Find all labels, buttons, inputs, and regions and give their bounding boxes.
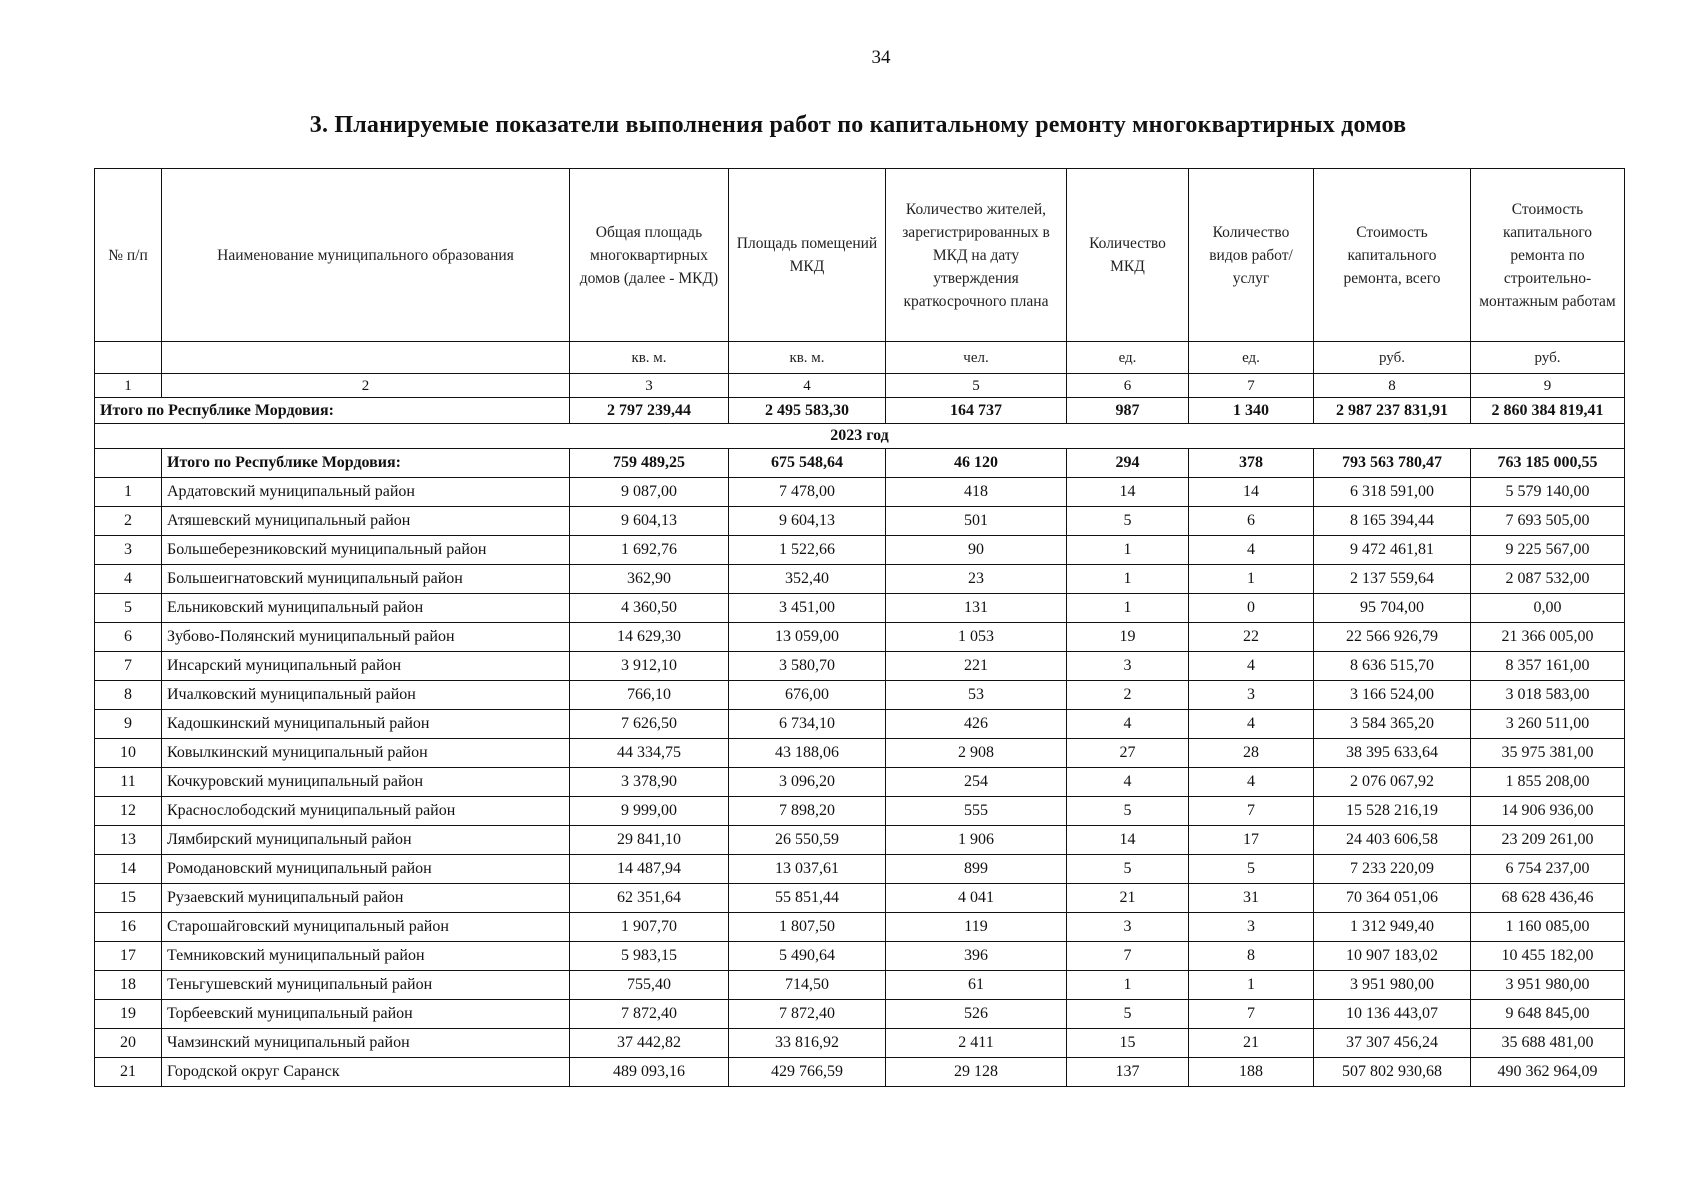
value-cell: 1 807,50 [729,913,886,942]
value-cell: 8 357 161,00 [1471,652,1625,681]
value-cell: 14 [1067,826,1189,855]
unit-cell: ед. [1067,342,1189,374]
table-row [95,826,1625,855]
year-total-cell: 793 563 780,47 [1314,449,1471,478]
grand-total-label: Итого по Республике Мордовия: [95,398,570,424]
value-cell: 29 128 [886,1058,1067,1087]
value-cell: 9 604,13 [570,507,729,536]
value-cell: 899 [886,855,1067,884]
district-name-cell: Ардатовский муниципальный район [162,478,570,507]
district-name-cell: Темниковский муниципальный район [162,942,570,971]
value-cell: 7 898,20 [729,797,886,826]
value-cell: 489 093,16 [570,1058,729,1087]
district-name-cell: Ковылкинский муниципальный район [162,739,570,768]
grand-total-cell: 1 340 [1189,398,1314,424]
district-name-cell: Большеигнатовский муниципальный район [162,565,570,594]
value-cell: 26 550,59 [729,826,886,855]
district-name-cell: Инсарский муниципальный район [162,652,570,681]
year-total-cell: 294 [1067,449,1189,478]
value-cell: 7 [1189,797,1314,826]
value-cell: 1 160 085,00 [1471,913,1625,942]
header-cell: Количество жителей, зарегистрированных в МКД на дату утверждения краткосрочного плана [886,169,1067,342]
value-cell: 7 626,50 [570,710,729,739]
value-cell: 27 [1067,739,1189,768]
district-name-cell: Городской округ Саранск [162,1058,570,1087]
row-number-cell: 3 [95,536,162,565]
value-cell: 352,40 [729,565,886,594]
value-cell: 38 395 633,64 [1314,739,1471,768]
value-cell: 188 [1189,1058,1314,1087]
year-row [95,424,1625,449]
column-number-cell: 3 [570,374,729,398]
value-cell: 1 692,76 [570,536,729,565]
value-cell: 6 754 237,00 [1471,855,1625,884]
table-row [95,942,1625,971]
value-cell: 490 362 964,09 [1471,1058,1625,1087]
value-cell: 21 [1189,1029,1314,1058]
value-cell: 4 041 [886,884,1067,913]
value-cell: 15 [1067,1029,1189,1058]
row-number-cell: 8 [95,681,162,710]
table-row [95,739,1625,768]
value-cell: 7 872,40 [570,1000,729,1029]
value-cell: 254 [886,768,1067,797]
row-number-cell: 5 [95,594,162,623]
table-row [95,681,1625,710]
district-name-cell: Старошайговский муниципальный район [162,913,570,942]
value-cell: 21 366 005,00 [1471,623,1625,652]
row-number-cell: 2 [95,507,162,536]
value-cell: 6 [1189,507,1314,536]
value-cell: 10 907 183,02 [1314,942,1471,971]
value-cell: 3 260 511,00 [1471,710,1625,739]
value-cell: 1 907,70 [570,913,729,942]
value-cell: 4 [1189,710,1314,739]
district-name-cell: Краснослободский муниципальный район [162,797,570,826]
value-cell: 5 983,15 [570,942,729,971]
value-cell: 4 [1067,710,1189,739]
value-cell: 1 [1189,971,1314,1000]
value-cell: 2 137 559,64 [1314,565,1471,594]
value-cell: 13 037,61 [729,855,886,884]
value-cell: 221 [886,652,1067,681]
header-cell: № п/п [95,169,162,342]
value-cell: 2 908 [886,739,1067,768]
value-cell: 362,90 [570,565,729,594]
value-cell: 9 225 567,00 [1471,536,1625,565]
row-number-cell: 10 [95,739,162,768]
table-row [95,768,1625,797]
row-number-cell: 11 [95,768,162,797]
column-number-cell: 2 [162,374,570,398]
value-cell: 53 [886,681,1067,710]
value-cell: 37 442,82 [570,1029,729,1058]
value-cell: 10 455 182,00 [1471,942,1625,971]
year-total-cell: 763 185 000,55 [1471,449,1625,478]
value-cell: 33 816,92 [729,1029,886,1058]
value-cell: 17 [1189,826,1314,855]
value-cell: 714,50 [729,971,886,1000]
value-cell: 9 604,13 [729,507,886,536]
value-cell: 68 628 436,46 [1471,884,1625,913]
value-cell: 37 307 456,24 [1314,1029,1471,1058]
value-cell: 1 522,66 [729,536,886,565]
value-cell: 0 [1189,594,1314,623]
value-cell: 1 053 [886,623,1067,652]
value-cell: 3 580,70 [729,652,886,681]
value-cell: 6 734,10 [729,710,886,739]
value-cell: 1 [1189,565,1314,594]
header-cell: Площадь помещений МКД [729,169,886,342]
column-number-cell: 5 [886,374,1067,398]
header-cell: Количество МКД [1067,169,1189,342]
district-name-cell: Зубово-Полянский муниципальный район [162,623,570,652]
district-name-cell: Торбеевский муниципальный район [162,1000,570,1029]
table-row [95,623,1625,652]
year-total-cell: 759 489,25 [570,449,729,478]
value-cell: 22 566 926,79 [1314,623,1471,652]
district-name-cell: Рузаевский муниципальный район [162,884,570,913]
unit-cell [162,342,570,374]
table-row [95,913,1625,942]
value-cell: 8 636 515,70 [1314,652,1471,681]
value-cell: 3 584 365,20 [1314,710,1471,739]
value-cell: 3 951 980,00 [1314,971,1471,1000]
table-row [95,884,1625,913]
year-total-number-cell [95,449,162,478]
value-cell: 2 087 532,00 [1471,565,1625,594]
column-number-cell: 4 [729,374,886,398]
value-cell: 7 872,40 [729,1000,886,1029]
value-cell: 555 [886,797,1067,826]
table-row [95,797,1625,826]
grand-total-cell: 987 [1067,398,1189,424]
value-cell: 14 629,30 [570,623,729,652]
value-cell: 9 087,00 [570,478,729,507]
value-cell: 755,40 [570,971,729,1000]
grand-total-cell: 2 495 583,30 [729,398,886,424]
value-cell: 35 975 381,00 [1471,739,1625,768]
value-cell: 4 360,50 [570,594,729,623]
value-cell: 429 766,59 [729,1058,886,1087]
value-cell: 3 096,20 [729,768,886,797]
value-cell: 24 403 606,58 [1314,826,1471,855]
row-number-cell: 16 [95,913,162,942]
grand-total-row [95,398,1625,424]
value-cell: 1 312 949,40 [1314,913,1471,942]
district-name-cell: Лямбирский муниципальный район [162,826,570,855]
table-row [95,710,1625,739]
value-cell: 28 [1189,739,1314,768]
value-cell: 131 [886,594,1067,623]
column-number-cell: 1 [95,374,162,398]
value-cell: 19 [1067,623,1189,652]
table-row [95,536,1625,565]
value-cell: 1 [1067,594,1189,623]
value-cell: 507 802 930,68 [1314,1058,1471,1087]
year-total-cell: 46 120 [886,449,1067,478]
value-cell: 61 [886,971,1067,1000]
year-total-cell: 378 [1189,449,1314,478]
row-number-cell: 14 [95,855,162,884]
value-cell: 3 [1067,652,1189,681]
column-number-row [95,374,1625,398]
district-name-cell: Ельниковский муниципальный район [162,594,570,623]
table-row [95,565,1625,594]
unit-cell: кв. м. [570,342,729,374]
value-cell: 7 233 220,09 [1314,855,1471,884]
column-number-cell: 9 [1471,374,1625,398]
value-cell: 3 [1189,913,1314,942]
header-row [95,169,1625,342]
row-number-cell: 20 [95,1029,162,1058]
value-cell: 3 [1067,913,1189,942]
value-cell: 0,00 [1471,594,1625,623]
value-cell: 7 [1067,942,1189,971]
value-cell: 1 906 [886,826,1067,855]
value-cell: 4 [1189,536,1314,565]
value-cell: 4 [1189,652,1314,681]
value-cell: 418 [886,478,1067,507]
value-cell: 766,10 [570,681,729,710]
value-cell: 9 648 845,00 [1471,1000,1625,1029]
value-cell: 8 [1189,942,1314,971]
value-cell: 23 [886,565,1067,594]
row-number-cell: 1 [95,478,162,507]
row-number-cell: 15 [95,884,162,913]
value-cell: 14 487,94 [570,855,729,884]
table-row [95,1029,1625,1058]
row-number-cell: 4 [95,565,162,594]
value-cell: 5 [1067,797,1189,826]
row-number-cell: 19 [95,1000,162,1029]
value-cell: 4 [1067,768,1189,797]
value-cell: 676,00 [729,681,886,710]
value-cell: 7 693 505,00 [1471,507,1625,536]
document-title: 3. Планируемые показатели выполнения работ по капитальному ремонту многоквартирных домов [309,112,1407,138]
unit-cell: руб. [1471,342,1625,374]
value-cell: 95 704,00 [1314,594,1471,623]
header-cell: Стоимость капитального ремонта, всего [1314,169,1471,342]
value-cell: 5 [1067,855,1189,884]
value-cell: 43 188,06 [729,739,886,768]
value-cell: 7 [1189,1000,1314,1029]
value-cell: 137 [1067,1058,1189,1087]
value-cell: 6 318 591,00 [1314,478,1471,507]
value-cell: 3 [1189,681,1314,710]
value-cell: 23 209 261,00 [1471,826,1625,855]
row-number-cell: 12 [95,797,162,826]
value-cell: 1 [1067,565,1189,594]
table-row [95,507,1625,536]
district-name-cell: Чамзинский муниципальный район [162,1029,570,1058]
value-cell: 62 351,64 [570,884,729,913]
row-number-cell: 7 [95,652,162,681]
value-cell: 14 [1189,478,1314,507]
year-label: 2023 год [95,424,1625,449]
value-cell: 10 136 443,07 [1314,1000,1471,1029]
district-name-cell: Атяшевский муниципальный район [162,507,570,536]
row-number-cell: 17 [95,942,162,971]
grand-total-cell: 2 797 239,44 [570,398,729,424]
value-cell: 5 [1067,507,1189,536]
year-total-label: Итого по Республике Мордовия: [162,449,570,478]
row-number-cell: 21 [95,1058,162,1087]
column-number-cell: 7 [1189,374,1314,398]
table-row [95,1058,1625,1087]
grand-total-cell: 2 987 237 831,91 [1314,398,1471,424]
value-cell: 2 [1067,681,1189,710]
value-cell: 526 [886,1000,1067,1029]
value-cell: 396 [886,942,1067,971]
value-cell: 1 [1067,971,1189,1000]
value-cell: 5 [1189,855,1314,884]
value-cell: 3 912,10 [570,652,729,681]
value-cell: 29 841,10 [570,826,729,855]
unit-cell: руб. [1314,342,1471,374]
value-cell: 3 166 524,00 [1314,681,1471,710]
year-total-row [95,449,1625,478]
capital-repair-table [94,168,1625,1087]
value-cell: 90 [886,536,1067,565]
district-name-cell: Ичалковский муниципальный район [162,681,570,710]
value-cell: 1 [1067,536,1189,565]
value-cell: 3 378,90 [570,768,729,797]
district-name-cell: Большеберезниковский муниципальный район [162,536,570,565]
value-cell: 4 [1189,768,1314,797]
value-cell: 119 [886,913,1067,942]
table-row [95,594,1625,623]
value-cell: 70 364 051,06 [1314,884,1471,913]
table-row [95,855,1625,884]
value-cell: 2 076 067,92 [1314,768,1471,797]
value-cell: 55 851,44 [729,884,886,913]
value-cell: 13 059,00 [729,623,886,652]
value-cell: 5 490,64 [729,942,886,971]
page-number: 34 [871,47,891,68]
header-cell: Стоимость капитального ремонта по строительно-монтажным работам [1471,169,1625,342]
header-cell: Наименование муниципального образования [162,169,570,342]
grand-total-cell: 164 737 [886,398,1067,424]
value-cell: 3 018 583,00 [1471,681,1625,710]
value-cell: 8 165 394,44 [1314,507,1471,536]
district-name-cell: Теньгушевский муниципальный район [162,971,570,1000]
value-cell: 5 [1067,1000,1189,1029]
value-cell: 22 [1189,623,1314,652]
unit-cell: чел. [886,342,1067,374]
row-number-cell: 13 [95,826,162,855]
header-cell: Общая площадь многоквартирных домов (далее - МКД) [570,169,729,342]
table-row [95,478,1625,507]
district-name-cell: Кочкуровский муниципальный район [162,768,570,797]
value-cell: 31 [1189,884,1314,913]
district-name-cell: Кадошкинский муниципальный район [162,710,570,739]
value-cell: 35 688 481,00 [1471,1029,1625,1058]
value-cell: 3 951 980,00 [1471,971,1625,1000]
value-cell: 426 [886,710,1067,739]
units-row [95,342,1625,374]
value-cell: 14 906 936,00 [1471,797,1625,826]
table-row [95,652,1625,681]
table-row [95,971,1625,1000]
grand-total-cell: 2 860 384 819,41 [1471,398,1625,424]
value-cell: 21 [1067,884,1189,913]
year-total-cell: 675 548,64 [729,449,886,478]
value-cell: 9 999,00 [570,797,729,826]
row-number-cell: 18 [95,971,162,1000]
table-row [95,1000,1625,1029]
value-cell: 9 472 461,81 [1314,536,1471,565]
value-cell: 7 478,00 [729,478,886,507]
row-number-cell: 9 [95,710,162,739]
unit-cell: ед. [1189,342,1314,374]
value-cell: 1 855 208,00 [1471,768,1625,797]
column-number-cell: 6 [1067,374,1189,398]
value-cell: 14 [1067,478,1189,507]
value-cell: 15 528 216,19 [1314,797,1471,826]
header-cell: Количество видов работ/услуг [1189,169,1314,342]
value-cell: 2 411 [886,1029,1067,1058]
column-number-cell: 8 [1314,374,1471,398]
unit-cell [95,342,162,374]
value-cell: 501 [886,507,1067,536]
district-name-cell: Ромодановский муниципальный район [162,855,570,884]
value-cell: 44 334,75 [570,739,729,768]
value-cell: 5 579 140,00 [1471,478,1625,507]
row-number-cell: 6 [95,623,162,652]
unit-cell: кв. м. [729,342,886,374]
value-cell: 3 451,00 [729,594,886,623]
